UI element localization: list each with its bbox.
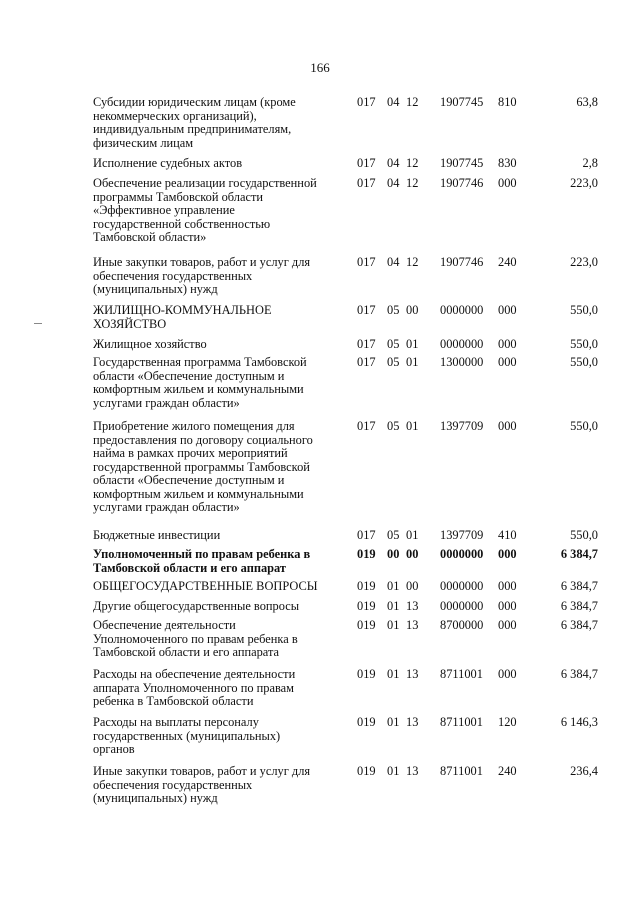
description-line: обеспечения государственных: [93, 268, 253, 283]
description-line: физическим лицам: [93, 135, 194, 150]
cell-pr: 00: [406, 547, 419, 561]
cell-sum: 6 384,7: [560, 618, 598, 632]
description-line: Иные закупки товаров, работ и услуг для: [93, 255, 311, 269]
cell-rz: 01: [387, 764, 400, 778]
cell-csr: 0000000: [440, 547, 484, 561]
description-line: (муниципальных) нужд: [93, 791, 218, 805]
row-description: [93, 765, 341, 806]
row-description: [93, 600, 341, 614]
cell-csr: 8700000: [440, 618, 484, 632]
cell-csr: 1397709: [440, 528, 484, 542]
cell-pr: 01: [406, 419, 419, 433]
cell-rz: 01: [387, 618, 400, 632]
cell-ved: 017: [357, 255, 376, 269]
description-line: Уполномоченный по правам ребенка в: [93, 547, 311, 561]
cell-pr: 13: [406, 618, 419, 632]
row-description: [93, 716, 341, 757]
description-line: Жилищное хозяйство: [93, 337, 207, 351]
cell-pr: 12: [406, 95, 419, 109]
description-line: Обеспечение реализации государственной: [93, 176, 317, 190]
cell-sum: 550,0: [570, 303, 598, 317]
description-line: области «Обеспечение доступным и: [93, 473, 285, 487]
description-line: области «Обеспечение доступным и: [93, 368, 285, 383]
cell-csr: 0000000: [440, 337, 484, 351]
cell-pr: 13: [406, 667, 419, 681]
cell-rz: 01: [387, 715, 400, 729]
description-line: Обеспечение деятельности: [93, 618, 236, 632]
cell-vr: 000: [498, 667, 517, 681]
cell-csr: 0000000: [440, 599, 484, 613]
cell-vr: 000: [498, 618, 517, 632]
cell-csr: 1907745: [440, 95, 484, 109]
description-line: Тамбовской области и его аппарата: [93, 645, 280, 659]
cell-vr: 000: [498, 355, 517, 369]
cell-pr: 01: [406, 528, 419, 542]
cell-sum: 236,4: [570, 764, 598, 778]
description-line: ОБЩЕГОСУДАРСТВЕННЫЕ ВОПРОСЫ: [93, 579, 318, 593]
cell-ved: 019: [357, 547, 376, 561]
cell-vr: 000: [498, 419, 517, 433]
cell-sum: 550,0: [570, 355, 598, 369]
description-line: Тамбовской области и его аппарат: [93, 560, 287, 575]
row-description: [93, 420, 341, 515]
page-number: 166: [310, 60, 330, 75]
row-description: [93, 304, 341, 331]
description-line: Бюджетные инвестиции: [93, 528, 221, 542]
cell-rz: 04: [387, 156, 400, 170]
cell-sum: 6 384,7: [560, 547, 598, 561]
cell-pr: 00: [406, 579, 419, 593]
cell-ved: 019: [357, 715, 376, 729]
description-line: аппарата Уполномоченного по правам: [93, 680, 295, 695]
cell-pr: 01: [406, 355, 419, 369]
cell-rz: 01: [387, 599, 400, 613]
description-line: «Эффективное управление: [93, 203, 235, 217]
cell-rz: 01: [387, 579, 400, 593]
cell-sum: 6 384,7: [560, 579, 598, 593]
description-line: услугами граждан области»: [93, 500, 240, 514]
cell-vr: 240: [498, 255, 517, 269]
cell-rz: 04: [387, 255, 400, 269]
description-line: органов: [93, 742, 135, 756]
cell-vr: 000: [498, 176, 517, 190]
row-description: [93, 619, 341, 660]
cell-sum: 2,8: [582, 156, 598, 170]
cell-ved: 019: [357, 764, 376, 778]
cell-sum: 223,0: [570, 176, 598, 190]
description-line: Расходы на обеспечение деятельности: [93, 667, 296, 681]
cell-rz: 04: [387, 176, 400, 190]
cell-csr: 8711001: [440, 764, 483, 778]
cell-pr: 12: [406, 176, 419, 190]
cell-ved: 017: [357, 528, 376, 542]
cell-sum: 223,0: [570, 255, 598, 269]
description-line: Приобретение жилого помещения для: [93, 419, 295, 433]
cell-pr: 13: [406, 599, 419, 613]
cell-sum: 6 146,3: [560, 715, 598, 729]
cell-csr: 1907746: [440, 255, 484, 269]
description-line: Уполномоченного по правам ребенка в: [93, 631, 298, 646]
cell-ved: 019: [357, 667, 376, 681]
description-line: государственных (муниципальных): [93, 728, 281, 743]
cell-ved: 019: [357, 618, 376, 632]
description-line: комфортным жильем и коммунальными: [93, 486, 304, 501]
cell-ved: 017: [357, 419, 376, 433]
row-description: [93, 356, 341, 410]
description-line: государственной собственностью: [93, 216, 271, 231]
description-line: (муниципальных) нужд: [93, 282, 218, 296]
cell-sum: 63,8: [576, 95, 598, 109]
cell-rz: 01: [387, 667, 400, 681]
cell-vr: 000: [498, 547, 517, 561]
cell-csr: 1300000: [440, 355, 484, 369]
cell-pr: 00: [406, 303, 419, 317]
cell-rz: 05: [387, 303, 400, 317]
cell-csr: 8711001: [440, 715, 483, 729]
description-line: Тамбовской области»: [93, 230, 207, 244]
cell-rz: 05: [387, 355, 400, 369]
row-description: [93, 96, 341, 150]
description-line: индивидуальным предпринимателям,: [93, 122, 292, 136]
cell-sum: 550,0: [570, 528, 598, 542]
cell-pr: 13: [406, 764, 419, 778]
description-line: Государственная программа Тамбовской: [93, 355, 307, 369]
cell-csr: 8711001: [440, 667, 483, 681]
cell-vr: 240: [498, 764, 517, 778]
row-description: [93, 668, 341, 709]
cell-pr: 12: [406, 156, 419, 170]
cell-csr: 0000000: [440, 303, 484, 317]
cell-csr: 0000000: [440, 579, 484, 593]
description-line: услугами граждан области»: [93, 395, 240, 410]
cell-rz: 05: [387, 528, 400, 542]
cell-sum: 6 384,7: [560, 599, 598, 613]
row-description: [93, 338, 341, 352]
cell-ved: 017: [357, 355, 376, 369]
cell-ved: 017: [357, 303, 376, 317]
row-description: [93, 256, 341, 297]
cell-vr: 000: [498, 579, 517, 593]
row-description: [93, 548, 341, 575]
description-line: ребенка в Тамбовской области: [93, 694, 254, 708]
description-line: некоммерческих организаций),: [93, 108, 257, 123]
cell-ved: 019: [357, 579, 376, 593]
row-description: [93, 177, 341, 245]
cell-ved: 019: [357, 599, 376, 613]
cell-csr: 1907746: [440, 176, 484, 190]
cell-rz: 04: [387, 95, 400, 109]
cell-pr: 01: [406, 337, 419, 351]
cell-pr: 12: [406, 255, 419, 269]
row-description: [93, 580, 341, 594]
cell-csr: 1907745: [440, 156, 484, 170]
cell-ved: 017: [357, 95, 376, 109]
cell-csr: 1397709: [440, 419, 484, 433]
description-line: программы Тамбовской области: [93, 189, 264, 204]
description-line: государственной программы Тамбовской: [93, 459, 310, 474]
cell-vr: 000: [498, 303, 517, 317]
cell-ved: 017: [357, 176, 376, 190]
margin-mark: [34, 323, 42, 324]
cell-rz: 05: [387, 337, 400, 351]
cell-ved: 017: [357, 337, 376, 351]
description-line: Исполнение судебных актов: [93, 156, 243, 170]
cell-ved: 017: [357, 156, 376, 170]
cell-sum: 550,0: [570, 419, 598, 433]
cell-vr: 830: [498, 156, 517, 170]
cell-pr: 13: [406, 715, 419, 729]
cell-rz: 00: [387, 547, 400, 561]
description-line: комфортным жильем и коммунальными: [93, 382, 304, 396]
cell-vr: 000: [498, 599, 517, 613]
cell-vr: 120: [498, 715, 517, 729]
row-description: [93, 157, 341, 171]
row-description: [93, 529, 341, 543]
description-line: обеспечения государственных: [93, 777, 253, 792]
cell-sum: 6 384,7: [560, 667, 598, 681]
cell-vr: 000: [498, 337, 517, 351]
description-line: Субсидии юридическим лицам (кроме: [93, 95, 296, 109]
description-line: Иные закупки товаров, работ и услуг для: [93, 764, 311, 778]
cell-sum: 550,0: [570, 337, 598, 351]
cell-vr: 410: [498, 528, 517, 542]
description-line: ХОЗЯЙСТВО: [93, 316, 167, 331]
description-line: Другие общегосударственные вопросы: [93, 599, 300, 613]
cell-vr: 810: [498, 95, 517, 109]
description-line: Расходы на выплаты персоналу: [93, 715, 259, 729]
cell-rz: 05: [387, 419, 400, 433]
description-line: ЖИЛИЩНО-КОММУНАЛЬНОЕ: [93, 303, 272, 317]
description-line: найма в рамках прочих мероприятий: [93, 446, 288, 460]
description-line: предоставления по договору социального: [93, 432, 313, 447]
